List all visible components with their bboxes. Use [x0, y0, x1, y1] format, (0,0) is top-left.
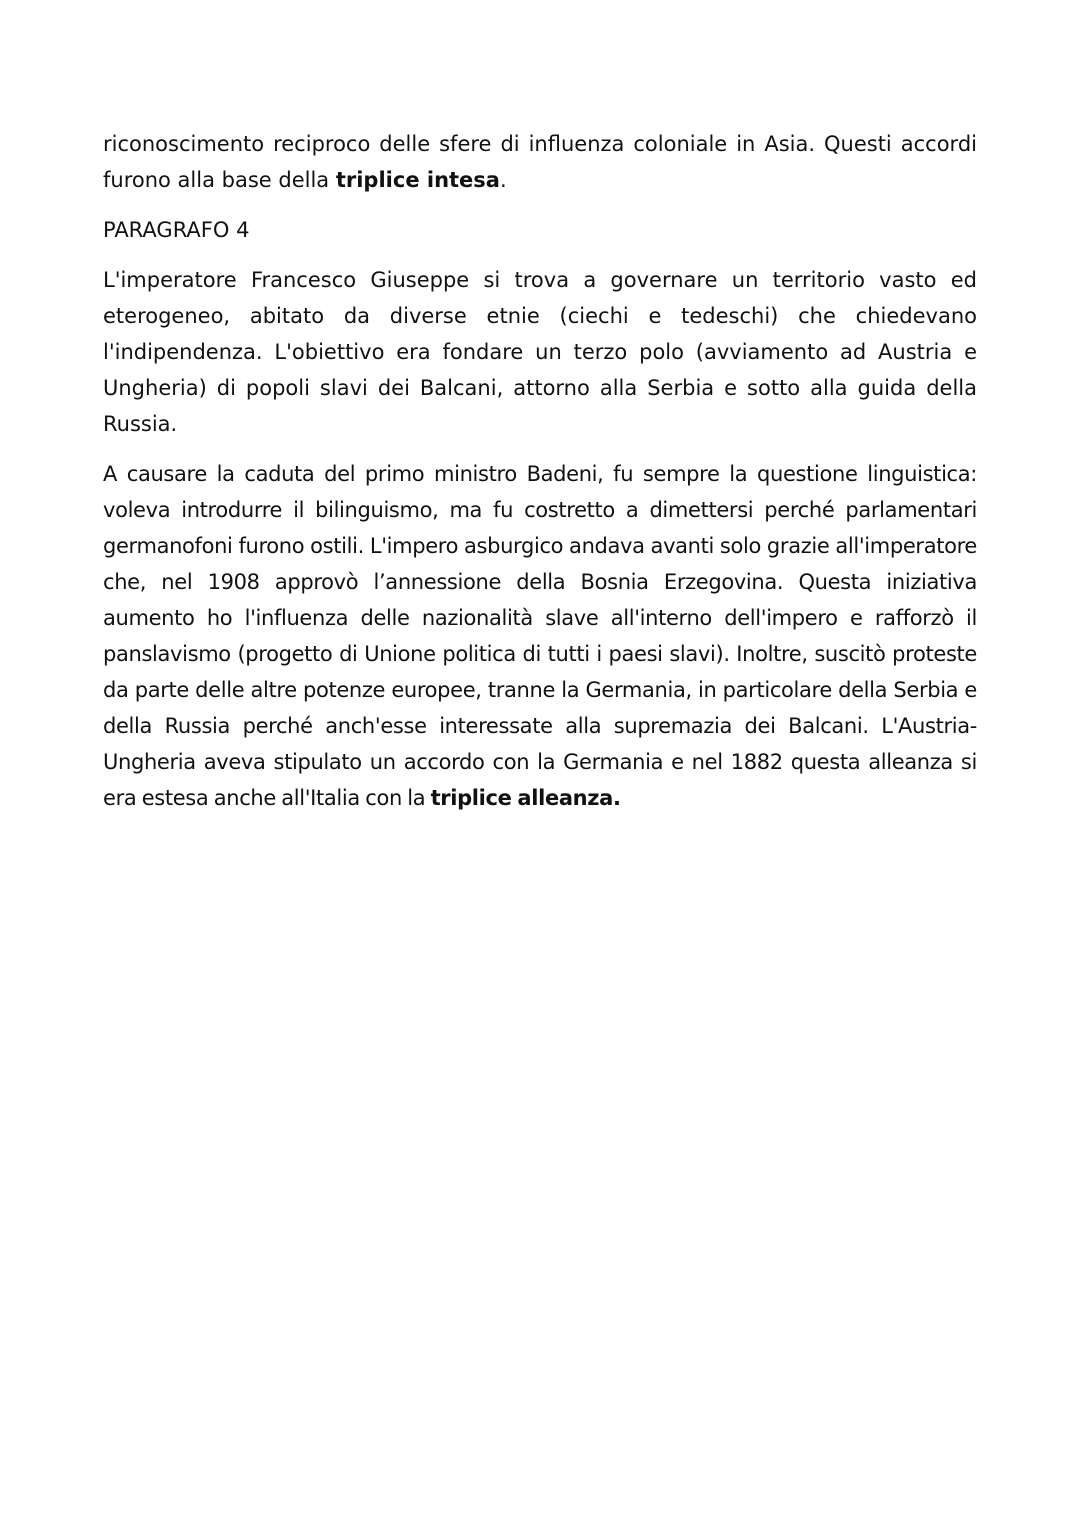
paragraph-continuation: [103, 126, 977, 198]
paragraph-badeni: [103, 456, 977, 816]
paragraph-continuation-text: riconoscimento reciproco delle sfere di influenza coloniale in Asia. Questi accordi furono alla base della: [103, 132, 977, 192]
bold-term-triplice-alleanza: triplice alleanza.: [430, 786, 621, 810]
bold-term-triplice-intesa: triplice intesa: [335, 168, 500, 192]
paragraph-continuation-tail: .: [499, 168, 507, 192]
section-heading: PARAGRAFO 4: [103, 218, 250, 242]
paragraph-badeni-text: A causare la caduta del primo ministro Badeni, fu sempre la questione linguistica: voleva introdurre il bilinguismo, ma fu costretto a dimettersi perché parlamentari germanofoni furono ostili. L'impero asburgico andava avanti solo grazie all'imperatore che, nel 1908 approvò l’annessione della Bosnia Erzegovina. Questa iniziativa aumento ho l'influenza delle nazionalità slave all'interno dell'impero e rafforzò il panslavismo (progetto di Unione politica di tutti i paesi slavi). Inoltre, suscitò proteste da parte delle altre potenze europee, tranne la Germania, in particolare della Serbia e della Russia perché anch'esse interessate alla supremazia dei Balcani. L'Austria-Ungheria aveva stipulato un accordo con la Germania e nel 1882 questa alleanza si era estesa anche all'Italia con la: [103, 462, 977, 810]
document-page: [103, 126, 977, 816]
paragraph-francesco-giuseppe: L'imperatore Francesco Giuseppe si trova a governare un territorio vasto ed eterogeneo, abitato da diverse etnie (ciechi e tedeschi) che chiedevano l'indipendenza. L'obiettivo era fondare un terzo polo (avviamento ad Austria e Ungheria) di popoli slavi dei Balcani, attorno alla Serbia e sotto alla guida della Russia.: [103, 268, 977, 436]
